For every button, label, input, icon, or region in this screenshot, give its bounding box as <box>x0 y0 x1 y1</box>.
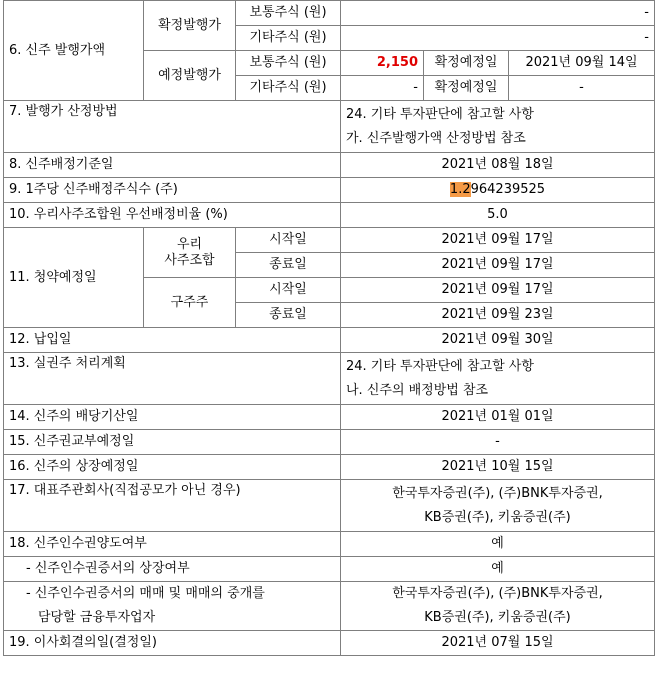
forfeited-shares-line1: 24. 기타 투자판단에 참고할 사항 <box>346 358 534 374</box>
confirmed-other-value: - <box>341 26 655 51</box>
transferability-label: 18. 신주인수권양도여부 <box>4 532 341 557</box>
dividend-start-value: 2021년 01월 01일 <box>341 405 655 430</box>
existing-end-value: 2021년 09월 23일 <box>341 303 655 328</box>
confirm-date-label: 확정예정일 <box>424 51 509 76</box>
shares-per-share-value <box>341 178 655 203</box>
rights-offering-table <box>3 0 655 656</box>
confirmed-common-value: - <box>341 1 655 26</box>
record-date-label: 8. 신주배정기준일 <box>4 153 341 178</box>
payment-date-value: 2021년 09월 30일 <box>341 328 655 353</box>
highlighted-text: 1.2 <box>449 182 471 197</box>
esop-end-value: 2021년 09월 17일 <box>341 253 655 278</box>
confirm-date-label: 확정예정일 <box>424 76 509 101</box>
forfeited-shares-line2: 나. 신주의 배정방법 참조 <box>346 382 489 398</box>
board-resolution-value: 2021년 07월 15일 <box>341 631 655 656</box>
end-date-label: 종료일 <box>236 303 341 328</box>
lead-manager-line1: 한국투자증권(주), (주)BNK투자증권, <box>392 485 603 501</box>
certificate-delivery-label: 15. 신주권교부예정일 <box>4 430 341 455</box>
dividend-start-label: 14. 신주의 배당기산일 <box>4 405 341 430</box>
common-stock-label: 보통주식 (원) <box>236 51 341 76</box>
confirm-date-other-value: - <box>509 76 655 101</box>
other-stock-label: 기타주식 (원) <box>236 26 341 51</box>
end-date-label: 종료일 <box>236 253 341 278</box>
board-resolution-label: 19. 이사회결의일(결정일) <box>4 631 341 656</box>
broker-line1: 한국투자증권(주), (주)BNK투자증권, <box>392 586 603 601</box>
certificate-listing-label: - 신주인수권증서의 상장여부 <box>4 557 341 582</box>
pricing-method-line1: 24. 기타 투자판단에 참고할 사항 <box>346 106 534 122</box>
existing-shareholders-label: 구주주 <box>144 278 236 328</box>
broker-line2: KB증권(주), 키움증권(주) <box>424 610 571 625</box>
subscription-date-label: 11. 청약예정일 <box>4 228 144 328</box>
forfeited-shares-value <box>341 353 655 405</box>
broker-label <box>4 582 341 631</box>
shares-per-share-rest: 964239525 <box>470 182 546 197</box>
pricing-method-line2: 가. 신주발행가액 산정방법 참조 <box>346 130 526 146</box>
confirmed-price-label: 확정발행가 <box>144 1 236 51</box>
broker-label-line2: 담당할 금융투자업자 <box>38 610 156 625</box>
shares-per-share-label: 9. 1주당 신주배정주식수 (주) <box>4 178 341 203</box>
planned-common-value: 2,150 <box>341 51 424 76</box>
pricing-method-value <box>341 101 655 153</box>
lead-manager-value <box>341 480 655 532</box>
pricing-method-label: 7. 발행가 산정방법 <box>4 101 341 153</box>
confirm-date-value: 2021년 09월 14일 <box>509 51 655 76</box>
lead-manager-line2: KB증권(주), 키움증권(주) <box>424 509 571 525</box>
esop-label <box>144 228 236 278</box>
record-date-value: 2021년 08월 18일 <box>341 153 655 178</box>
esop-ratio-label: 10. 우리사주조합원 우선배정비율 (%) <box>4 203 341 228</box>
esop-ratio-value: 5.0 <box>341 203 655 228</box>
existing-start-value: 2021년 09월 17일 <box>341 278 655 303</box>
start-date-label: 시작일 <box>236 228 341 253</box>
esop-label-line1: 우리 <box>176 236 203 252</box>
issue-price-label: 6. 신주 발행가액 <box>4 1 144 101</box>
planned-other-value: - <box>341 76 424 101</box>
broker-label-line1: - 신주인수권증서의 매매 및 매매의 중개를 <box>26 586 265 601</box>
esop-start-value: 2021년 09월 17일 <box>341 228 655 253</box>
esop-label-line2: 사주조합 <box>164 252 215 268</box>
other-stock-label: 기타주식 (원) <box>236 76 341 101</box>
listing-date-label: 16. 신주의 상장예정일 <box>4 455 341 480</box>
lead-manager-label: 17. 대표주관회사(직접공모가 아닌 경우) <box>4 480 341 532</box>
planned-price-label: 예정발행가 <box>144 51 236 101</box>
start-date-label: 시작일 <box>236 278 341 303</box>
certificate-delivery-value: - <box>341 430 655 455</box>
common-stock-label: 보통주식 (원) <box>236 1 341 26</box>
listing-date-value: 2021년 10월 15일 <box>341 455 655 480</box>
payment-date-label: 12. 납입일 <box>4 328 341 353</box>
broker-value <box>341 582 655 631</box>
transferability-value: 예 <box>341 532 655 557</box>
certificate-listing-value: 예 <box>341 557 655 582</box>
forfeited-shares-label: 13. 실권주 처리계획 <box>4 353 341 405</box>
